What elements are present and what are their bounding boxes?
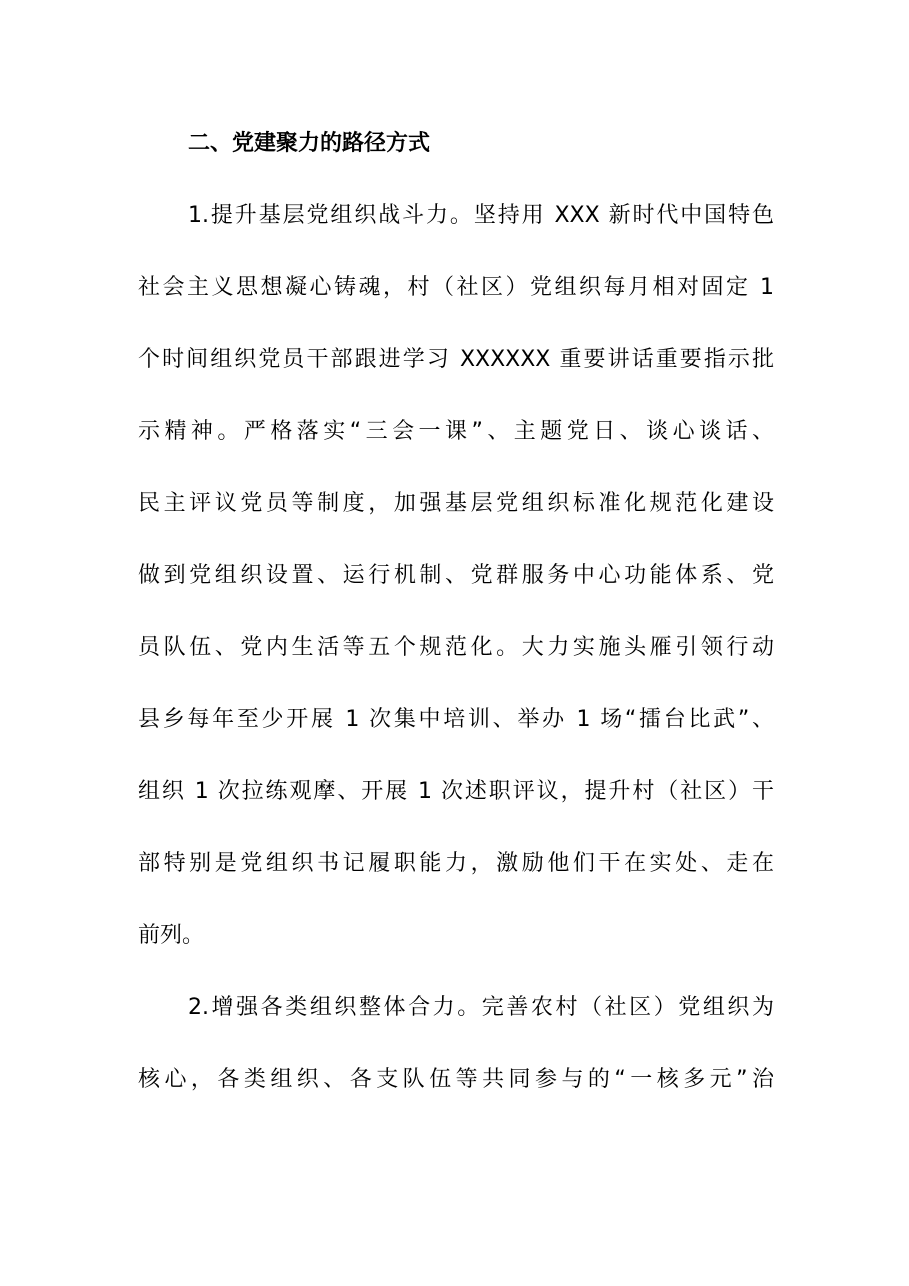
paragraph-line: 1.提升基层党组织战斗力。坚持用 XXX 新时代中国特色 [188, 203, 774, 228]
paragraph-line: 县乡每年至少开展 1 次集中培训、举办 1 场“擂台比武”、 [138, 707, 774, 732]
paragraph-line: 民主评议党员等制度，加强基层党组织标准化规范化建设 [138, 491, 774, 516]
paragraph-line: 2.增强各类组织整体合力。完善农村（社区）党组织为 [188, 995, 774, 1020]
paragraph-line: 做到党组织设置、运行机制、党群服务中心功能体系、党 [138, 563, 774, 588]
paragraph-line: 组织 1 次拉练观摩、开展 1 次述职评议，提升村（社区）干 [138, 779, 774, 804]
section-heading: 二、党建聚力的路径方式 [188, 131, 431, 156]
paragraph-line: 员队伍、党内生活等五个规范化。大力实施头雁引领行动 [138, 635, 774, 660]
paragraph-line: 核心，各类组织、各支队伍等共同参与的“一核多元”治 [138, 1067, 774, 1092]
paragraph-line: 示精神。严格落实“三会一课”、主题党日、谈心谈话、 [138, 419, 774, 444]
paragraph-line: 社会主义思想凝心铸魂，村（社区）党组织每月相对固定 1 [138, 275, 774, 300]
paragraph-line: 部特别是党组织书记履职能力，激励他们干在实处、走在 [138, 851, 774, 876]
paragraph-line: 前列。 [138, 923, 205, 948]
paragraph-line: 个时间组织党员干部跟进学习 XXXXXX 重要讲话重要指示批 [138, 347, 774, 372]
